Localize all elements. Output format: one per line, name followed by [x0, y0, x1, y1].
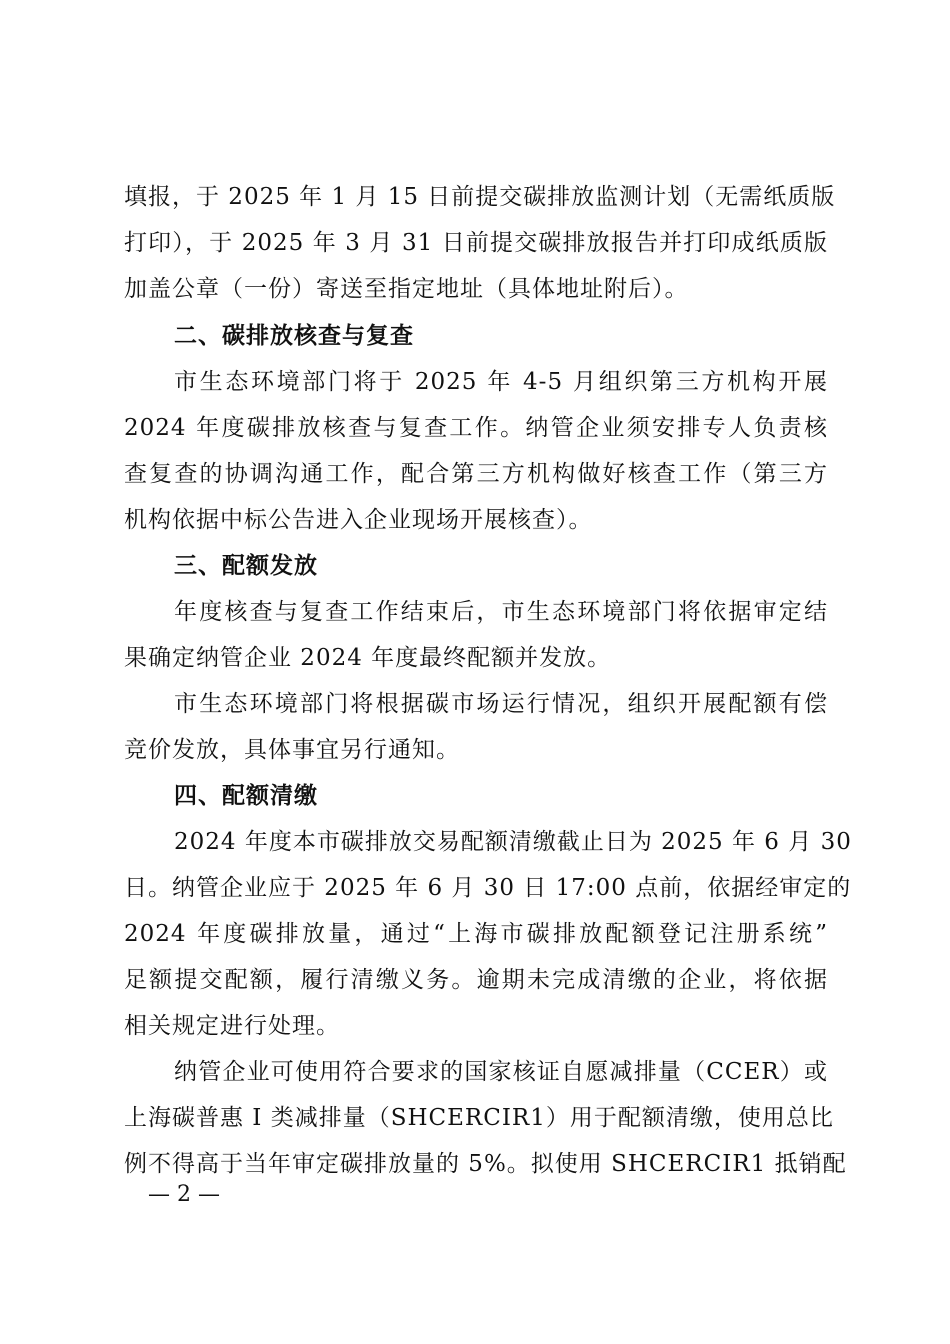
page-number: — 2 — [148, 1182, 220, 1207]
body-text-line: 果确定纳管企业 2024 年度最终配额并发放。 [124, 645, 612, 671]
body-text-line: 机构依据中标公告进入企业现场开展核查）。 [124, 507, 593, 533]
body-text-line: 市生态环境部门将根据碳市场运行情况，组织开展配额有偿 [174, 691, 828, 717]
body-text-line: 例不得高于当年审定碳排放量的 5%。拟使用 SHCERCIR1 抵销配 [124, 1151, 847, 1177]
body-text-line: 市生态环境部门将于 2025 年 4-5 月组织第三方机构开展 [174, 369, 828, 395]
body-text-line: 2024 年度本市碳排放交易配额清缴截止日为 2025 年 6 月 30 [174, 829, 852, 855]
body-text-line: 2024 年度碳排放核查与复查工作。纳管企业须安排专人负责核 [124, 415, 828, 441]
section-heading: 四、配额清缴 [174, 783, 318, 809]
section-heading: 三、配额发放 [174, 553, 318, 579]
section-heading: 二、碳排放核查与复查 [174, 323, 414, 349]
body-text-line: 填报，于 2025 年 1 月 15 日前提交碳排放监测计划（无需纸质版 [124, 184, 836, 210]
body-text-line: 纳管企业可使用符合要求的国家核证自愿减排量（CCER）或 [174, 1059, 828, 1085]
body-text-line: 年度核查与复查工作结束后，市生态环境部门将依据审定结 [174, 599, 828, 625]
body-text-line: 竞价发放，具体事宜另行通知。 [124, 737, 460, 763]
body-text-line: 日。纳管企业应于 2025 年 6 月 30 日 17:00 点前，依据经审定的 [124, 875, 852, 901]
body-text-line: 加盖公章（一份）寄送至指定地址（具体地址附后）。 [124, 276, 689, 302]
body-text-line: 足额提交配额，履行清缴义务。逾期未完成清缴的企业，将依据 [124, 967, 828, 993]
body-text-line: 2024 年度碳排放量，通过“上海市碳排放配额登记注册系统” [124, 921, 828, 947]
body-text-line: 打印），于 2025 年 3 月 31 日前提交碳排放报告并打印成纸质版 [124, 230, 828, 256]
body-text-line: 查复查的协调沟通工作，配合第三方机构做好核查工作（第三方 [124, 461, 828, 487]
body-text-line: 上海碳普惠 I 类减排量（SHCERCIR1）用于配额清缴，使用总比 [124, 1105, 834, 1131]
body-text-line: 相关规定进行处理。 [124, 1013, 340, 1039]
